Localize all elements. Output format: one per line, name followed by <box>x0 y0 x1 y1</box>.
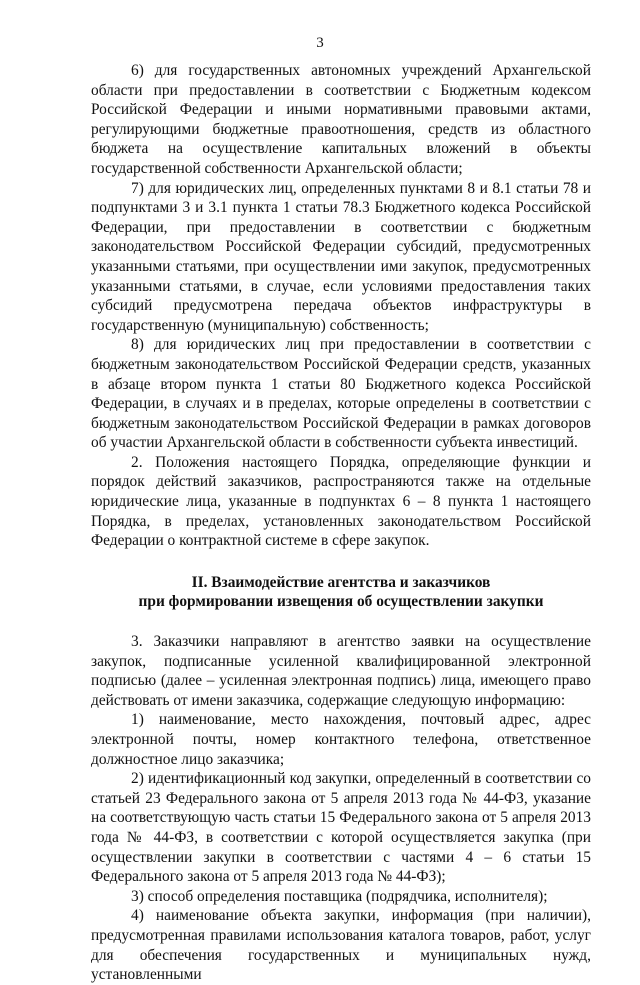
section-heading-line-1: II. Взаимодействие агентства и заказчиков <box>191 573 491 591</box>
paragraph-subitem-2: 2) идентификационный код закупки, определенный в соответствии со статьей 23 Федерального закона от 5 апреля 2013 года № 44-ФЗ, указание на соответствующую часть статьи 15 Федерального закона от 5 апреля 2013 года № 44-ФЗ, в соответствии с которой осуществляется закупка (при осуществлении закупки в соответствии с частями 4 – 6 статьи 15 Федерального закона от 5 апреля 2013 года № 44-ФЗ); <box>91 770 591 886</box>
paragraph-item-6: 6) для государственных автономных учреждений Архангельской области при предоставлении в соответствии с Бюджетным кодексом Российской Федерации и иными нормативными правовыми актами, регулирующими бюджетные правоотношения, средств из областного бюджета на осуществление капитальных вложений в объекты государственной собственности Архангельской области; <box>91 62 591 177</box>
paragraph-point-2: 2. Положения настоящего Порядка, определяющие функции и порядок действий заказчиков, распространяются также на отдельные юридические лица, указанные в подпунктах 6 – 8 пункта 1 настоящего Порядка, в пределах, установленных законодательством Российской Федерации о контрактной системе в сфере закупок. <box>91 453 591 550</box>
paragraph-subitem-4: 4) наименование объекта закупки, информация (при наличии), предусмотренная правилами использования каталога товаров, работ, услуг для обеспечения государственных и муниципальных нужд, установленными <box>91 907 591 984</box>
paragraph-item-8: 8) для юридических лиц при предоставлении в соответствии с бюджетным законодательством Российской Федерации средств, указанных в абзаце втором пункта 1 статьи 80 Бюджетного кодекса Российской Федерации, в случаях и в пределах, которые определены в соответствии с бюджетным законодательством Российской Федерации в рамках договоров об участии Архангельской области в собственности субъекта инвестиций. <box>91 336 591 452</box>
paragraph-item-7: 7) для юридических лиц, определенных пунктами 8 и 8.1 статьи 78 и подпунктами 3 и 3.1 пункта 1 статьи 78.3 Бюджетного кодекса Российской Федерации, при предоставлении в соответствии с бюджетным законодательством Российской Федерации субсидий, предусмотренных указанными статьями, при осуществлении ими закупок, предусмотренных указанными статьями, в случае, если условиями предоставления таких субсидий предусмотрена передача объектов инфраструктуры в государственную (муниципальную) собственность; <box>91 179 591 334</box>
section-heading <box>91 573 591 612</box>
paragraph-point-3: 3. Заказчики направляют в агентство заявки на осуществление закупок, подписанные усиленной квалифицированной электронной подписью (далее – усиленная электронная подпись) лица, имеющего право действовать от имени заказчика, содержащие следующую информацию: <box>91 633 591 709</box>
page-number: 3 <box>316 35 324 51</box>
paragraph-subitem-3: 3) способ определения поставщика (подрядчика, исполнителя); <box>131 887 548 905</box>
paragraph-subitem-1: 1) наименование, место нахождения, почтовый адрес, адрес электронной почты, номер контактного телефона, ответственное должностное лицо заказчика; <box>91 711 591 768</box>
document-body <box>91 61 591 985</box>
section-heading-line-2: при формировании извещения об осуществлении закупки <box>138 593 544 611</box>
